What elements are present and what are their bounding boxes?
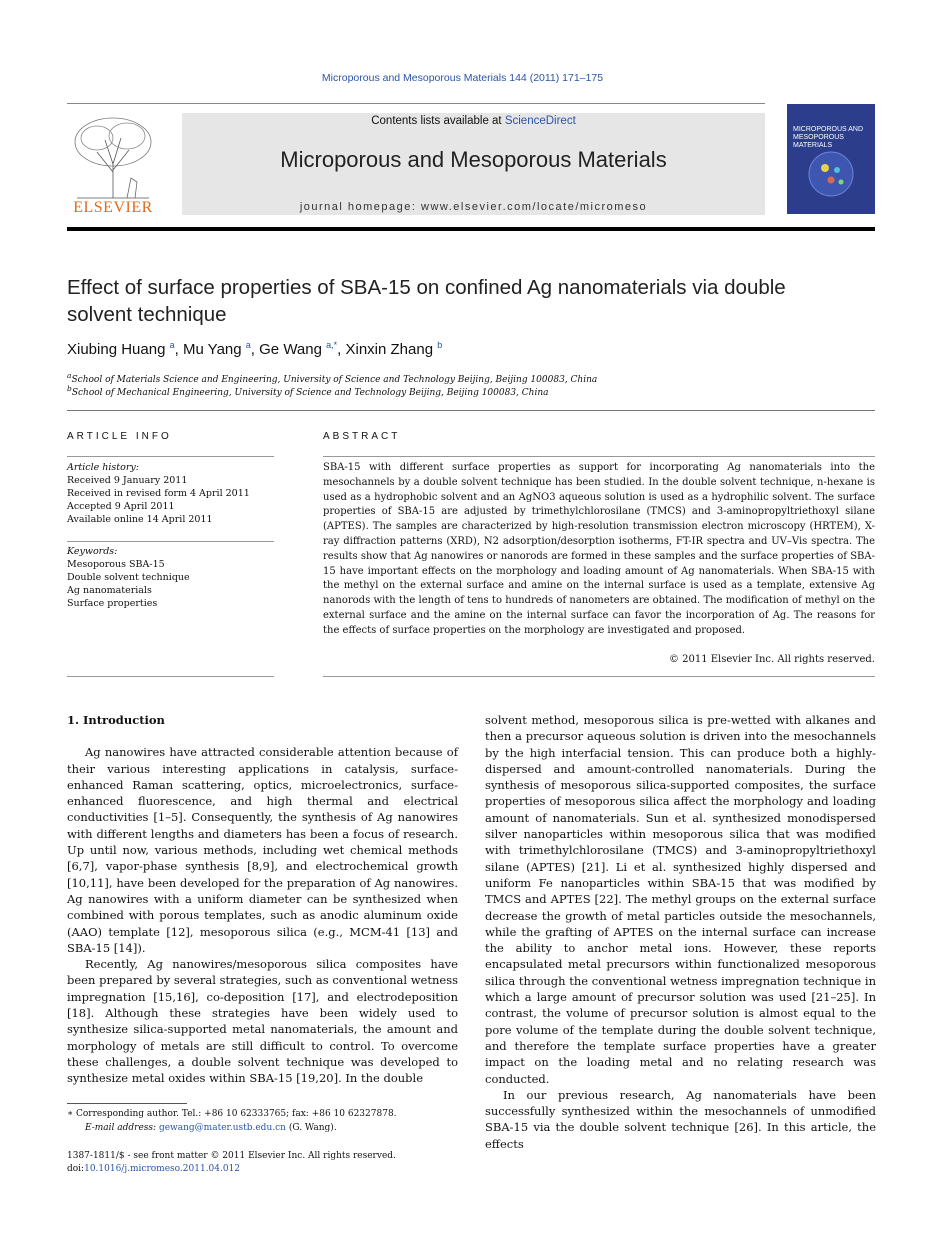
author-name[interactable]: Xiubing Huang (67, 341, 166, 358)
contents-line (182, 115, 765, 127)
affiliation-a: $^a$School of Materials Science and Engineering, University of Science and Technology Beijing, Beijing 100083, China (67, 371, 598, 385)
keyword: Surface properties (67, 598, 158, 609)
title-line-1: Effect of surface properties of SBA-15 on confined Ag nanomaterials via double (67, 276, 786, 299)
online-date: Available online 14 April 2011 (67, 514, 213, 525)
issn-line: 1387-1811/$ - see front matter © 2011 Elsevier Inc. All rights reserved. (67, 1151, 396, 1161)
article-info-bottom-rule (67, 676, 274, 677)
abstract-rule (323, 456, 875, 457)
header-rule (67, 103, 765, 104)
revised-date: Received in revised form 4 April 2011 (67, 488, 250, 499)
journal-banner (182, 113, 765, 215)
journal-homepage[interactable]: journal homepage: www.elsevier.com/locate/micromeso (299, 201, 648, 213)
keyword: Mesoporous SBA-15 (67, 559, 165, 570)
sciencedirect-link[interactable]: ScienceDirect (504, 115, 576, 127)
journal-reference[interactable]: Microporous and Mesoporous Materials 144 (2011) 171–175 (321, 72, 604, 84)
section-title: 1. Introduction (67, 713, 165, 727)
article-info-rule (67, 456, 274, 457)
article-title (67, 274, 867, 328)
email-label: E-mail address: (85, 1123, 157, 1133)
article-info-heading: ARTICLE INFO (67, 431, 172, 442)
body-right-column (485, 712, 876, 1152)
paragraph: Ag nanowires have attracted considerable attention because of their various interesting applications in catalysis, surface-enhanced Raman scattering, optics, microelectronics, surface-enhanced fluorescence, and high thermal and electrical conductivities [1–5]. Consequently, the synthesis of Ag nanowires with different lengths and diameters has been a focus of research. Up until now, various methods, including wet chemical methods [6,7], vapor-phase synthesis [8,9], and electrochemical growth [10,11], have been developed for the preparation of Ag nanowires. Ag nanowires with a uniform diameter can be synthesized when combined with porous templates, such as anodic aluminum oxide (AAO) template [12], mesoporous silica (e.g., MCM-41 [13] and SBA-15 [14]). (67, 745, 458, 955)
author-affiliation-mark[interactable]: a (245, 340, 251, 350)
cover-title: MICROPOROUS AND MESOPOROUS MATERIALS (793, 126, 864, 149)
author-affiliation-mark[interactable]: a,* (326, 340, 338, 350)
author-name[interactable]: Ge Wang (259, 341, 322, 358)
paragraph: In our previous research, Ag nanomaterials have been successfully synthesized within the mesochannels of unmodified SBA-15 via the double solvent technique [26]. In this article, the effects (485, 1087, 876, 1151)
keyword: Double solvent technique (67, 572, 190, 583)
doi-link[interactable]: 10.1016/j.micromeso.2011.04.012 (84, 1164, 241, 1174)
header-thick-rule (67, 227, 875, 231)
section-rule (67, 410, 875, 411)
author-name[interactable]: Xinxin Zhang (345, 341, 434, 358)
accepted-date: Accepted 9 April 2011 (67, 501, 175, 512)
author-list: Xiubing Huang $^a$, Mu Yang $^a$, Ge Wang $^{a,*}$, Xinxin Zhang $^b$ (67, 340, 443, 358)
keywords-label: Keywords: (67, 546, 118, 557)
paragraph: solvent method, mesoporous silica is pre-wetted with alkanes and then a precursor aqueous solution is driven into the mesochannels by the high interfacial tension. This can produce both a highly-dispersed and amount-controlled nanomaterials. During the synthesis of mesoporous silica-supported composites, the surface properties of mesoporous silica affect the morphology and loading amount of nanomaterials. Sun et al. synthesized monodispersed silver nanoparticles within mesoporous silica that was modified with trimethylchlorosilane (TMCS) and 3-aminopropyltriethoxyl silane (APTES) [21]. Li et al. synthesized highly dispersed and uniform Fe nanoparticles within SBA-15 that was modified by TMCS and APTES [22]. The methyl groups on the external surface decrease the growth of metal particles outside the mesochannels, while the grafting of APTES on the internal surface can increase the ability to anchor metal ions. However, these reports encapsulated metal precursors within functionalized mesoporous silica through the conventional wetness impregnation technique in which a large amount of precursor solution was used [21–25]. In contrast, the volume of precursor solution is almost equal to the pore volume of the template during the double solvent technique, and therefore the template surface properties have a greater impact on the loading metal and no relating research was conducted. (485, 713, 876, 1086)
received-date: Received 9 January 2011 (67, 475, 188, 486)
article-history (67, 461, 274, 526)
keywords-rule (67, 541, 274, 542)
keyword: Ag nanomaterials (67, 585, 152, 596)
contents-prefix: Contents lists available at (371, 115, 505, 127)
footnote-rule (67, 1103, 187, 1104)
abstract-bottom-rule (323, 676, 875, 677)
author-affiliation-mark[interactable]: b (437, 340, 443, 350)
elsevier-logo-text: ELSEVIER (73, 199, 153, 216)
paragraph: Recently, Ag nanowires/mesoporous silica composites have been prepared by several strategies, such as conventional wetness impregnation [15,16], co-deposition [17], and electrodeposition [18]. Although these strategies have been widely used to synthesize silica-supported metal nanomaterials, the amount and morphology of metals are still difficult to control. To overcome these challenges, a double solvent technique was developed to synthesize metal oxides within SBA-15 [19,20]. In the double (67, 957, 458, 1086)
author-name[interactable]: Mu Yang (182, 341, 242, 358)
corresponding-author: ∗ Corresponding author. Tel.: +86 10 62333765; fax: +86 10 62327878. (67, 1109, 397, 1119)
keywords-block (67, 545, 274, 610)
email-link[interactable]: gewang@mater.ustb.edu.cn (158, 1123, 286, 1133)
abstract-text: SBA-15 with different surface properties as support for incorporating Ag nanomaterials into the mesochannels by a double solvent technique has been studied. In the double solvent technique, n-hexane is used as a hydrophobic solvent and an AgNO3 aqueous solution is used as a hydrophilic solvent. The surface properties of SBA-15 are adjusted by trimethylchlorosilane (TMCS) and 3-aminopropyltriethoxyl silane (APTES). The samples are characterized by high-resolution transmission electron microscopy (HRTEM), X-ray diffraction patterns (XRD), N2 adsorption/desorption isotherms, FT-IR spectra and UV–Vis spectra. The results show that Ag nanowires or nanorods are formed in these samples and the surface properties of SBA-15 have important effects on the morphology and loading amount of Ag nanomaterials. When SBA-15 with the methyl on the external surface and amine on the internal surface is used as a template, extensive Ag nanorods with the length of tens to hundreds of nanometers are obtained. The modification of methyl on the external surface and the amine on the internal surface can favor the incorporation of Ag. The reasons for the effects of surface properties on the morphology are investigated and proposed. (323, 462, 875, 636)
journal-title: Microporous and Mesoporous Materials (280, 147, 667, 172)
affiliation-b: $^b$School of Mechanical Engineering, University of Science and Technology Beijing, Beijing 100083, China (67, 384, 549, 398)
abstract-heading: ABSTRACT (323, 431, 401, 442)
author-affiliation-mark[interactable]: a (169, 340, 175, 350)
email-suffix: (G. Wang). (288, 1123, 337, 1133)
body-left-column (67, 712, 458, 1087)
footnote (67, 1107, 458, 1135)
title-line-2: solvent technique (67, 303, 227, 326)
journal-cover-image (787, 104, 875, 214)
doi-label: doi: (67, 1164, 85, 1174)
page-footer (67, 1150, 467, 1176)
history-label: Article history: (67, 462, 139, 473)
copyright-notice: © 2011 Elsevier Inc. All rights reserved. (668, 654, 875, 665)
